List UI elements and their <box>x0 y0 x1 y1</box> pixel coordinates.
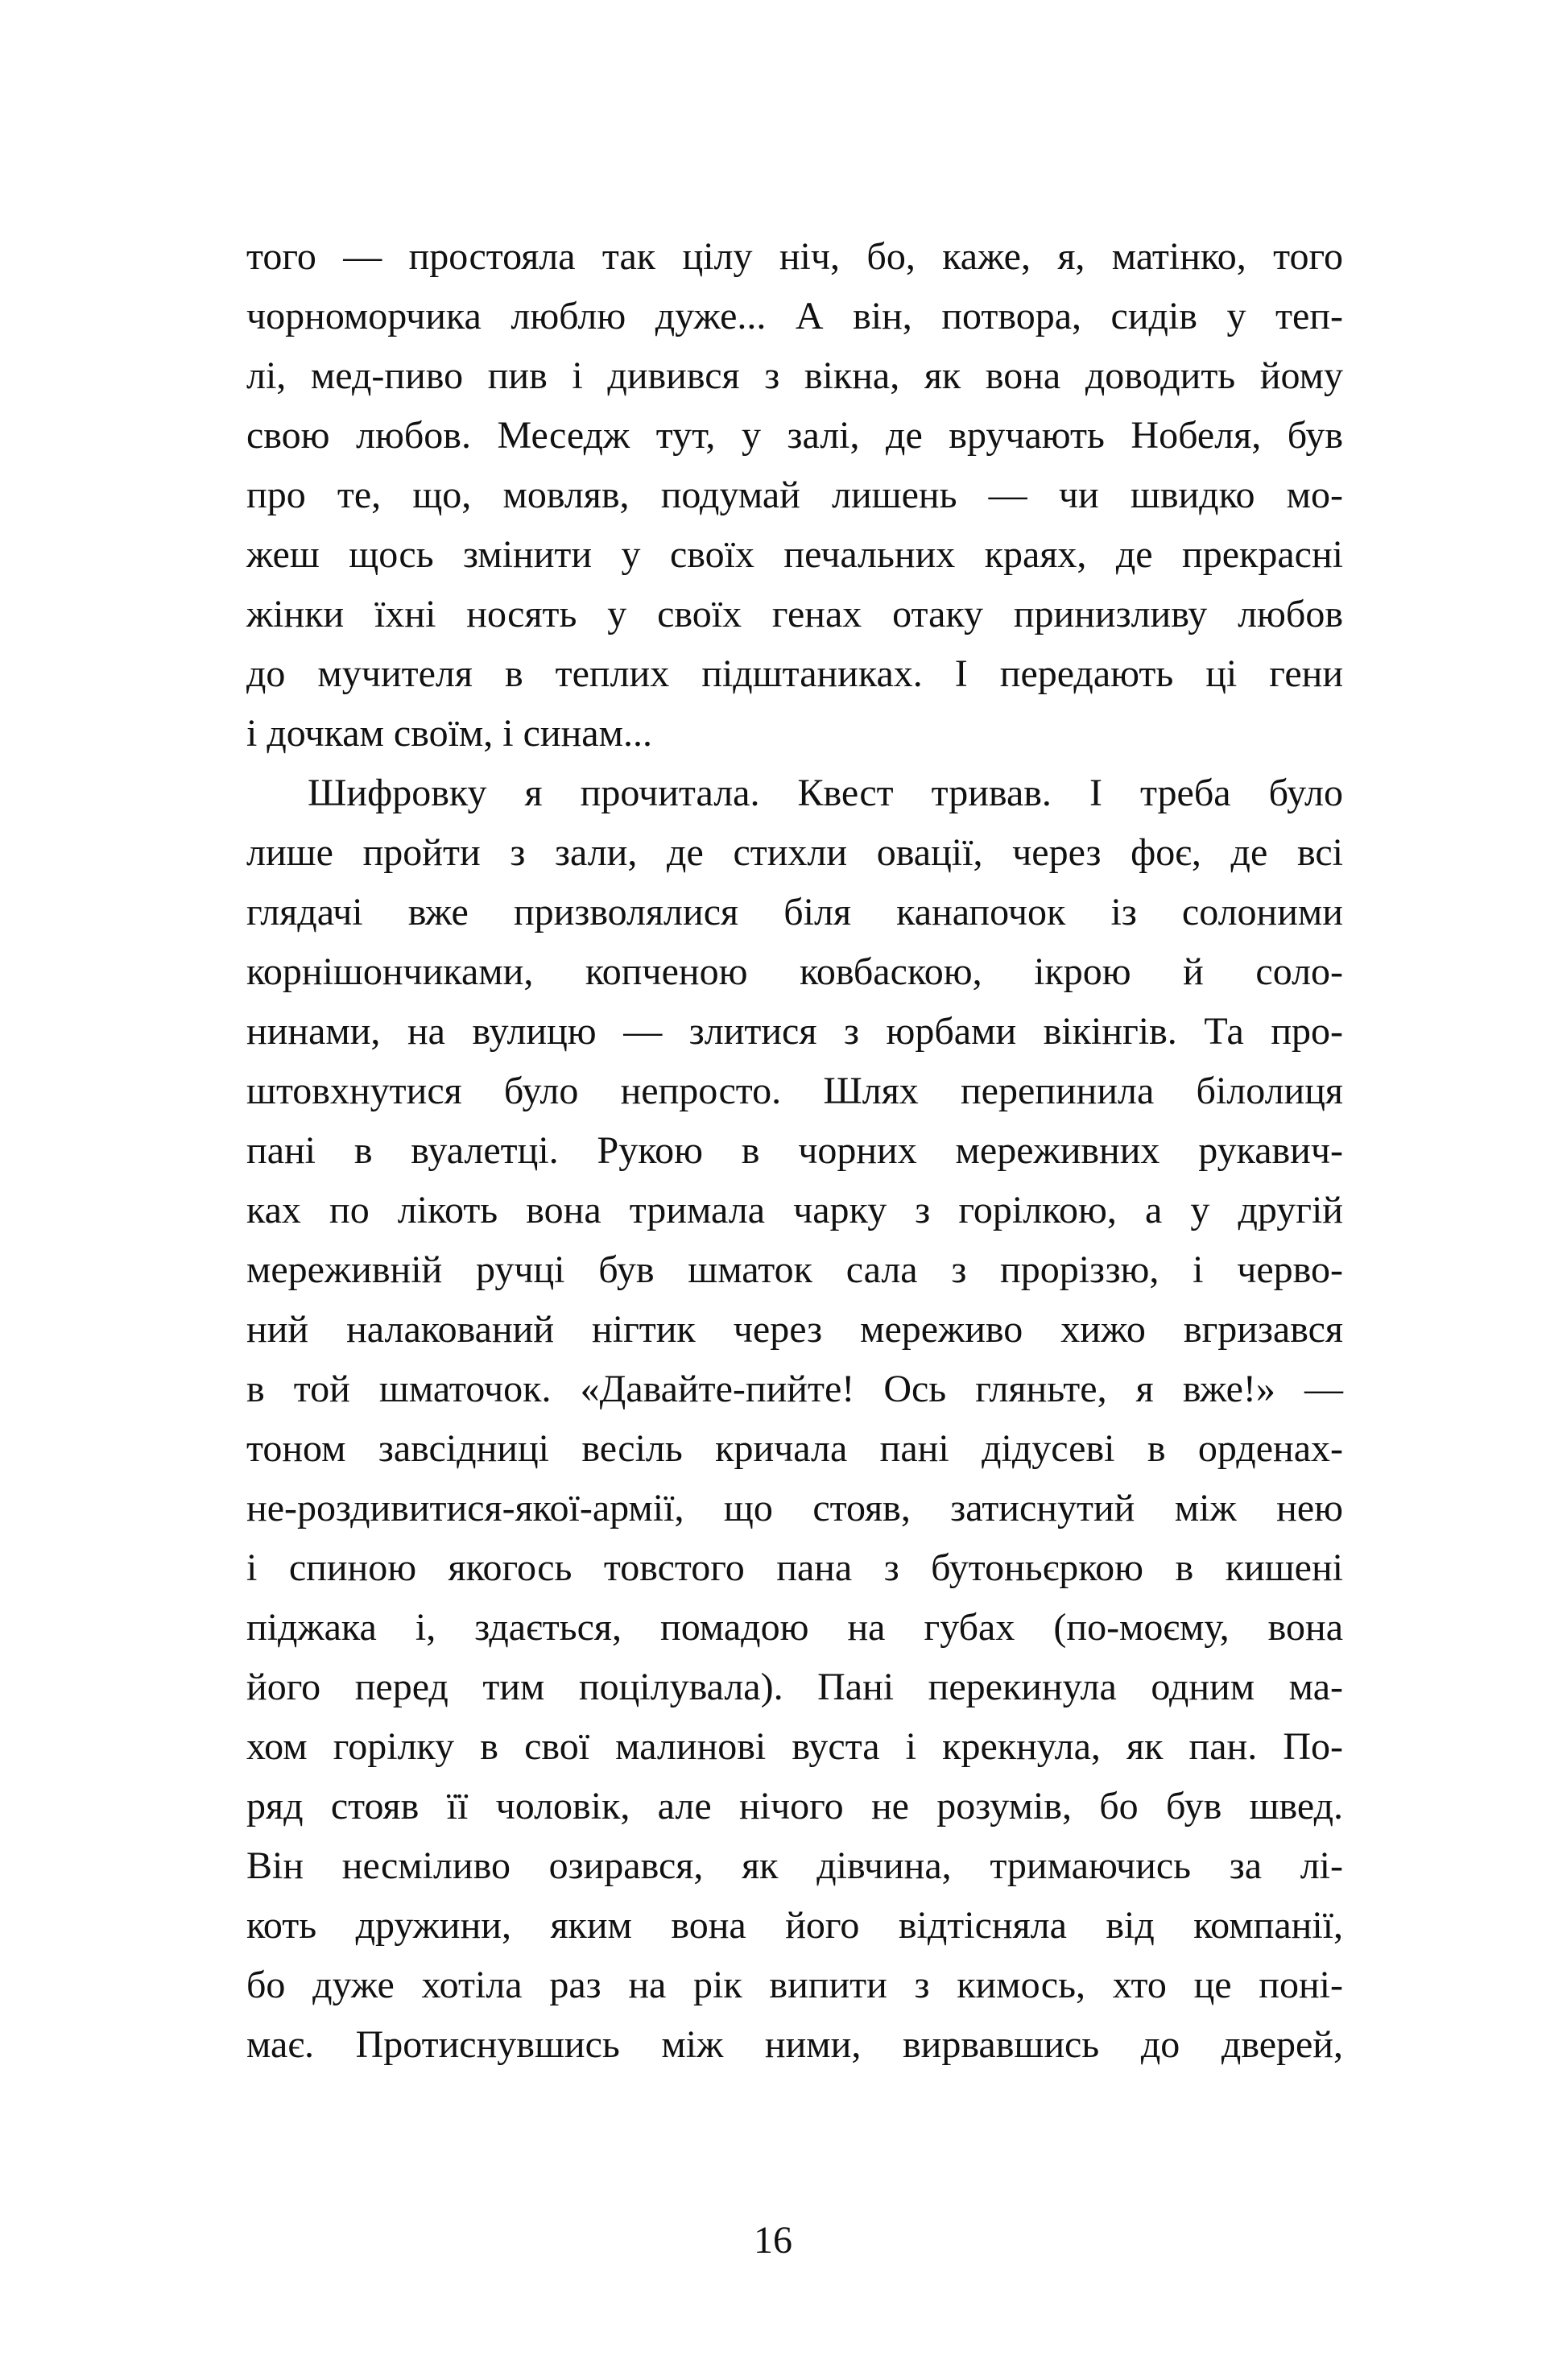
text-line: тоном завсідниці весіль кричала пані дідусеві в орденах- <box>246 1427 1343 1470</box>
text-line: свою любов. Меседж тут, у залі, де вручають Нобеля, був <box>246 414 1343 457</box>
text-line: ках по лікоть вона тримала чарку з горілкою, а у другій <box>246 1189 1343 1231</box>
text-line: до мучителя в теплих підштаниках. І передають ці гени <box>246 652 1343 695</box>
text-line: корнішончиками, копченою ковбаскою, ікрою й соло- <box>246 950 1343 993</box>
text-line: в той шматочок. «Давайте-пийте! Ось гляньте, я вже!» — <box>246 1368 1343 1410</box>
text-line: чорноморчика люблю дуже... А він, потвора, сидів у теп- <box>246 295 1343 337</box>
text-line: ряд стояв її чоловік, але нічого не розумів, бо був швед. <box>246 1785 1343 1827</box>
text-line: нинами, на вулицю — злитися з юрбами вікінгів. Та про- <box>246 1010 1343 1053</box>
text-line: лише пройти з зали, де стихли овації, через фоє, де всі <box>246 831 1343 874</box>
text-line: жеш щось змінити у своїх печальних краях, де прекрасні <box>246 533 1343 576</box>
text-line: має. Протиснувшись між ними, вирвавшись до дверей, <box>246 2023 1343 2066</box>
text-line: його перед тим поцілувала). Пані перекинула одним ма- <box>246 1666 1343 1708</box>
text-line: і дочкам своїм, і синам... <box>246 712 652 755</box>
page-number: 16 <box>754 2219 792 2262</box>
text-line: бо дуже хотіла раз на рік випити з кимось, хто це поні- <box>246 1964 1343 2006</box>
text-line: мереживній ручці був шматок сала з проріззю, і черво- <box>246 1248 1343 1291</box>
text-line: жінки їхні носять у своїх генах отаку принизливу любов <box>246 593 1343 635</box>
text-block <box>246 227 1343 2075</box>
text-line: коть дружини, яким вона його відтісняла від компанії, <box>246 1904 1343 1947</box>
text-line: пані в вуалетці. Рукою в чорних мереживних рукавич- <box>246 1129 1343 1172</box>
text-line: штовхнутися було непросто. Шлях перепинила білолиця <box>246 1070 1343 1112</box>
text-line: не-роздивитися-якої-армії, що стояв, затиснутий між нею <box>246 1487 1343 1529</box>
text-line: глядачі вже призволялися біля канапочок із солоними <box>246 891 1343 933</box>
text-line: ний налакований нігтик через мереживо хижо вгризався <box>246 1308 1343 1351</box>
text-line: Шифровку я прочитала. Квест тривав. І треба було <box>308 772 1343 814</box>
text-line: того — простояла так цілу ніч, бо, каже, я, матінко, того <box>246 235 1343 278</box>
text-line: піджака і, здається, помадою на губах (по-моєму, вона <box>246 1606 1343 1649</box>
text-line: хом горілку в свої малинові вуста і крекнула, як пан. По- <box>246 1725 1343 1768</box>
text-line: лі, мед-пиво пив і дивився з вікна, як вона доводить йому <box>246 354 1343 397</box>
text-line: і спиною якогось товстого пана з бутоньєркою в кишені <box>246 1546 1343 1589</box>
text-line: Він несміливо озирався, як дівчина, тримаючись за лі- <box>246 1844 1343 1887</box>
text-line: про те, що, мовляв, подумай лишень — чи швидко мо- <box>246 474 1343 516</box>
